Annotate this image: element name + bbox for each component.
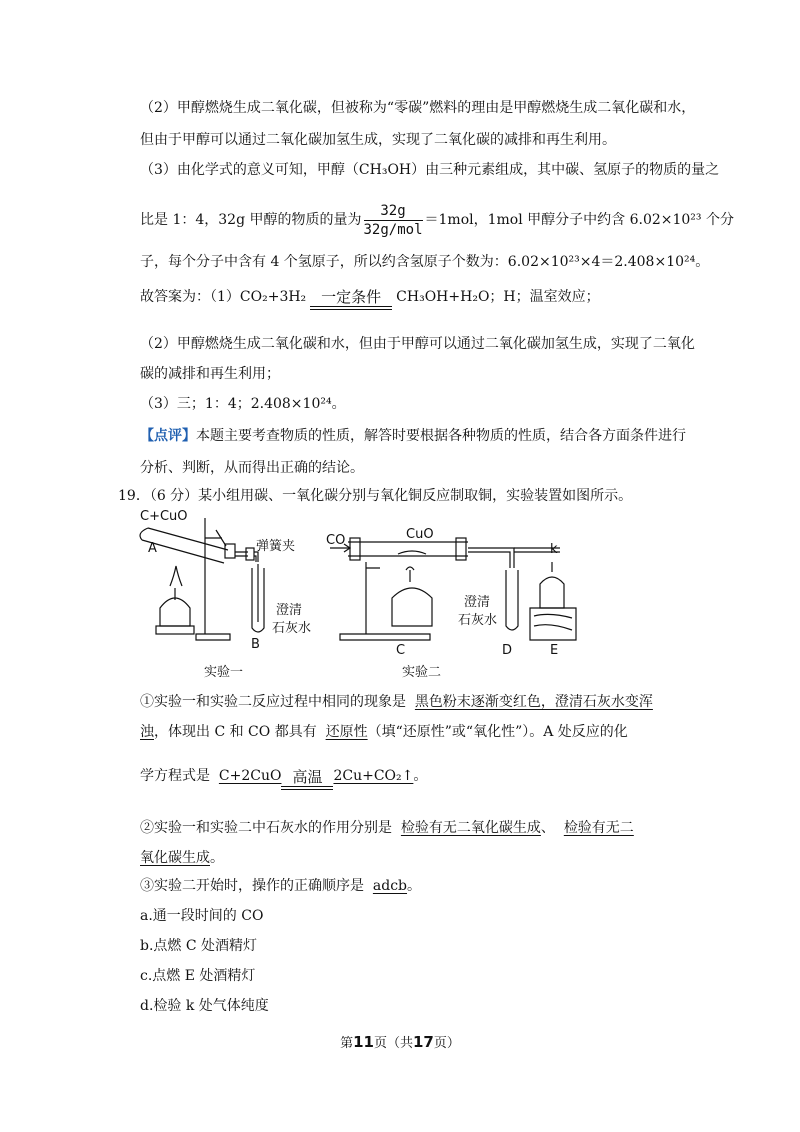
- text-segment: 比是 1：4，32g 甲醇的物质的量为: [140, 212, 362, 228]
- label-A: A: [148, 541, 157, 556]
- text-segment: ①实验一和实验二反应过程中相同的现象是: [140, 694, 406, 710]
- option-a: a.通一段时间的 CO: [140, 908, 264, 924]
- label-D: D: [502, 643, 513, 658]
- label-B: B: [251, 637, 260, 652]
- comment-tag: 【点评】: [140, 428, 196, 444]
- caption-exp2: 实验二: [402, 665, 442, 680]
- label-co: CO: [326, 533, 346, 548]
- text-line: 子，每个分子中含有 4 个氢原子，所以约含氢原子个数为：6.02×10²³×4＝2.408×10²⁴。: [140, 254, 710, 270]
- outlet-tube: [468, 548, 508, 552]
- footer-text: 第: [340, 1036, 354, 1051]
- text-segment: 本题主要考查物质的性质，解答时要根据各种物质的性质，结合各方面条件进行: [196, 428, 686, 444]
- reaction-condition: [281, 768, 333, 790]
- answer-blank: 检验有无二氧化碳生成: [400, 820, 541, 836]
- stopper-right: [456, 538, 466, 560]
- caption-exp1: 实验一: [204, 665, 244, 680]
- page-number: 11: [353, 1033, 374, 1051]
- subquestion-1: [140, 692, 653, 712]
- answer-blank: 检验有无二: [563, 820, 634, 836]
- label-lime-4: 石灰水: [458, 613, 498, 628]
- answer-blank: 浊: [140, 724, 154, 740]
- text-segment: 。: [210, 850, 224, 866]
- option-c: c.点燃 E 处酒精灯: [140, 968, 256, 984]
- label-clip: 弹簧夹: [256, 539, 296, 554]
- lamp-body: [160, 598, 190, 626]
- text-line: （3）由化学式的意义可知，甲醇（CH₃OH）由三种元素组成，其中碳、氢原子的物质的量之: [140, 162, 720, 178]
- reaction-tube: [348, 542, 468, 556]
- answer-blank: 黑色粉末逐渐变红色，澄清石灰水变浑: [414, 694, 653, 710]
- label-reactants: C+CuO: [140, 509, 188, 524]
- tube-to-D: [508, 548, 514, 568]
- clamp: [205, 530, 226, 546]
- option-b: b.点燃 C 处酒精灯: [140, 938, 258, 954]
- comment-line: [140, 426, 686, 446]
- lamp-E: [540, 562, 564, 608]
- text-segment: 。: [413, 768, 428, 784]
- fraction: [364, 202, 423, 239]
- stopper-left: [350, 538, 360, 560]
- label-E: E: [550, 643, 559, 658]
- flame: [170, 566, 182, 586]
- equation-right: 2Cu+CO₂↑: [333, 768, 414, 784]
- answer-blank: 氧化碳生成: [140, 850, 210, 866]
- text-line: （2）甲醇燃烧生成二氧化碳，但被称为“零碳”燃料的理由是甲醇燃烧生成二氧化碳和水，: [140, 100, 696, 116]
- option-d: d.检验 k 处气体纯度: [140, 998, 269, 1014]
- label-lime-1: 澄清: [276, 603, 303, 618]
- fraction-numerator: 32g: [364, 202, 423, 221]
- footer-text: 页）: [433, 1036, 460, 1051]
- text-segment: ②实验一和实验二中石灰水的作用分别是: [140, 820, 392, 836]
- answer-blank: 还原性: [325, 724, 368, 740]
- label-k: k: [550, 542, 558, 557]
- text-segment: （填“还原性”或“氧化性”）。A 处反应的化: [367, 724, 628, 740]
- lamp-C: [392, 567, 432, 626]
- equals-bar: [281, 786, 333, 790]
- stand-2: [340, 562, 430, 640]
- text-segment: 、: [540, 820, 555, 836]
- condition-text: 一定条件: [321, 288, 382, 306]
- text-line: 分析、判断，从而得出正确的结论。: [140, 460, 364, 476]
- label-lime-3: 澄清: [464, 595, 491, 610]
- text-segment: ，体现出 C 和 CO 都具有: [154, 724, 317, 740]
- fraction-denominator: 32g/mol: [363, 221, 423, 238]
- wood-block: [530, 608, 576, 640]
- text-segment: 学方程式是: [140, 768, 210, 784]
- text-line: 但由于甲醇可以通过二氧化碳加氢生成，实现了二氧化碳的减排和再生利用。: [140, 132, 616, 148]
- equation-line: [140, 762, 427, 790]
- equals-bar: [310, 306, 392, 310]
- text-segment: 。: [407, 878, 422, 894]
- cuo-powder: [398, 551, 426, 554]
- page-total: 17: [413, 1033, 434, 1051]
- text-segment: ③实验二开始时，操作的正确顺序是: [140, 878, 364, 894]
- text-segment: CH₃OH+H₂O；H；温室效应；: [396, 289, 600, 305]
- spring-clip: [246, 548, 254, 560]
- text-line: [140, 200, 734, 240]
- stopper: [225, 544, 235, 558]
- subquestion-3: [140, 876, 421, 896]
- lamp-base: [156, 626, 194, 634]
- equation-left: C+2CuO: [218, 768, 282, 784]
- subquestion-2-cont: [140, 848, 224, 868]
- label-C: C: [396, 643, 406, 658]
- footer-text: 页（共: [373, 1036, 413, 1051]
- apparatus-figure: [130, 508, 590, 684]
- page-footer: [0, 1032, 800, 1051]
- subquestion-1-cont: [140, 722, 628, 742]
- text-line: 碳的减排和再生利用；: [140, 366, 280, 382]
- text-segment: 故答案为：（1）CO₂+3H₂: [140, 289, 307, 305]
- label-cuo: CuO: [406, 527, 434, 542]
- answer-equation-line: [140, 284, 600, 310]
- text-line: （3）三；1：4；2.408×10²⁴。: [140, 396, 346, 412]
- reaction-condition: [310, 288, 392, 310]
- label-lime-2: 石灰水: [272, 621, 312, 636]
- answer-blank: adcb: [372, 878, 408, 894]
- test-tube-D: [506, 570, 518, 630]
- condition-text: 高温: [292, 768, 323, 786]
- text-segment: ＝1mol，1mol 甲醇分子中约含 6.02×10²³ 个分: [424, 212, 734, 228]
- question-stem: 19．（6 分）某小组用碳、一氧化碳分别与氧化铜反应制取铜，实验装置如图所示。: [118, 488, 633, 504]
- text-line: （2）甲醇燃烧生成二氧化碳和水，但由于甲醇可以通过二氧化碳加氢生成，实现了二氧化: [140, 336, 695, 352]
- iron-stand: [196, 518, 230, 640]
- subquestion-2: [140, 818, 634, 838]
- equation-answer: [219, 768, 413, 784]
